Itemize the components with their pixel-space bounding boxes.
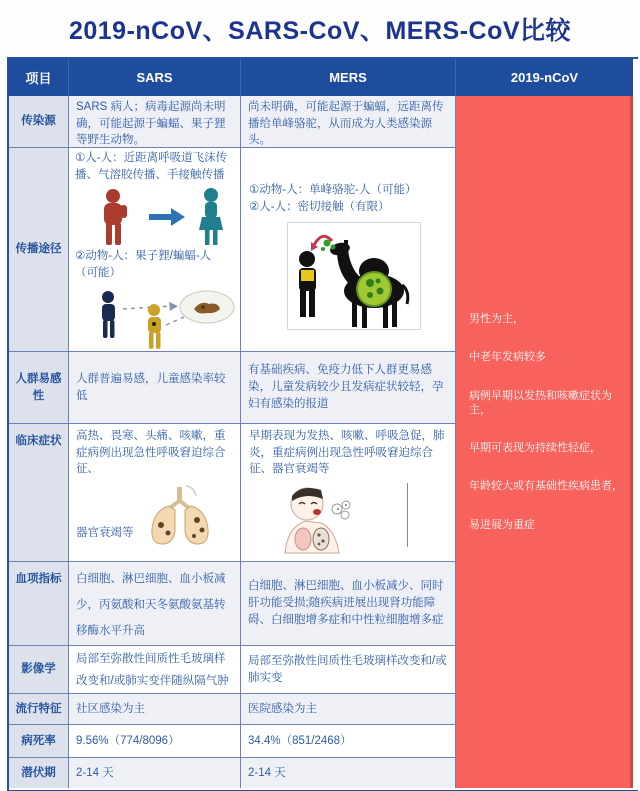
- ncov-summary-cell: [456, 96, 633, 788]
- camel-illustration-box: [287, 222, 421, 330]
- epidemic-sars-text: 社区感染为主: [76, 702, 145, 715]
- fatality-sars-cell: [69, 725, 241, 758]
- symptoms-sars-cell: [69, 424, 241, 562]
- row-label-source: 传染源: [9, 96, 69, 148]
- header-sars: SARS: [69, 59, 241, 96]
- row-label-fatality: 病死率: [9, 725, 69, 758]
- imaging-mers-text: 局部至弥散性间质性毛玻璃样改变和/或肺实变: [248, 654, 447, 684]
- ncov-line: 男性为主，: [469, 313, 524, 325]
- ncov-line: 年龄较大或有基础性疾病患者，: [469, 480, 623, 493]
- header-item: 项目: [9, 59, 69, 96]
- ncov-line: 中老年发病较多: [469, 351, 546, 364]
- row-label-symptoms: 临床症状: [9, 424, 69, 562]
- susceptibility-mers-cell: [241, 352, 456, 424]
- symptoms-mers-text: 早期表现为发热、咳嗽、呼吸急促，肺炎，重症病例出现急性呼吸窘迫综合征、器官衰竭等: [249, 430, 445, 476]
- incubation-sars-text: 2-14 天: [76, 766, 114, 779]
- imaging-sars-cell: [69, 646, 241, 694]
- blood-sars-text: 白细胞、淋巴细胞、血小板减少，丙氨酸和天冬氨酸氨基转移酶水平升高: [76, 573, 226, 637]
- source-mers-cell: [241, 96, 456, 148]
- imaging-mers-cell: [241, 646, 456, 694]
- blood-mers-text: 白细胞、淋巴细胞、血小板减少、同时肝功能受损;随疾病进展出现肾功能障碍、白细胞增多症和中性粒细胞增多症: [248, 580, 444, 626]
- transmission-mers-cell: [241, 148, 456, 352]
- epidemic-mers-cell: [241, 694, 456, 725]
- ncov-line: 病例早期以发热和咳嗽症状为主，: [469, 389, 612, 416]
- transmission-sars-cell: [69, 148, 241, 352]
- blood-mers-cell: [241, 562, 456, 646]
- page-title: 2019-nCoV、SARS-CoV、MERS-CoV比较: [68, 17, 572, 45]
- lungs-illustration: [138, 484, 222, 550]
- susceptibility-sars-cell: [69, 352, 241, 424]
- epidemic-sars-cell: [69, 694, 241, 725]
- blood-sars-cell: [69, 562, 241, 646]
- imaging-sars-text: 局部至弥散性间质性毛玻璃样改变和/或肺实变伴随纵隔气肿: [76, 653, 229, 687]
- comparison-table: [7, 57, 638, 791]
- susceptibility-mers-text: 有基础疾病、免疫力低下人群更易感染，儿童发病较少且发病症状较轻，孕妇有感染的报道: [248, 364, 444, 410]
- source-sars-cell: [69, 96, 241, 148]
- transmission-mers-text-2: ②人-人：密切接触（有限）: [249, 200, 390, 213]
- row-label-transmission: 传播途径: [9, 148, 69, 352]
- header-ncov: 2019-nCoV: [456, 59, 633, 96]
- divider-line: [407, 483, 408, 547]
- row-label-epidemic: 流行特征: [9, 694, 69, 725]
- source-mers-text: 尚未明确，可能起源于蝙蝠，远距离传播给单峰骆驼，从而成为人类感染源头。: [248, 101, 444, 147]
- source-sars-text: SARS 病人；病毒起源尚未明确，可能起源于蝙蝠、果子狸等野生动物。: [76, 101, 226, 147]
- row-label-susceptibility: 人群易感性: [9, 352, 69, 424]
- fatality-sars-text: 9.56%（774/8096）: [76, 734, 180, 747]
- incubation-mers-cell: [241, 758, 456, 788]
- symptoms-sars-text-1: 高热、畏寒、头痛、咳嗽，重症病例出现急性呼吸窘迫综合征、: [76, 430, 226, 476]
- ncov-line: 易进展为重症: [469, 518, 535, 531]
- epidemic-mers-text: 医院感染为主: [248, 702, 317, 715]
- transmission-mers-text-1: ①动物-人：单峰骆驼-人（可能）: [249, 184, 417, 196]
- row-label-blood: 血项指标: [9, 562, 69, 646]
- row-label-incubation: 潜伏期: [9, 758, 69, 788]
- camel-illustration: [288, 223, 420, 329]
- ncov-line: 早期可表现为持续性轻症，: [469, 442, 601, 455]
- person-to-person-illustration: [91, 188, 241, 246]
- susceptibility-sars-text: 人群普遍易感，儿童感染率较低: [76, 372, 226, 402]
- incubation-sars-cell: [69, 758, 241, 788]
- fatality-mers-cell: [241, 725, 456, 758]
- row-label-imaging: 影像学: [9, 646, 69, 694]
- transmission-sars-text-1: ①人-人：近距离呼吸道飞沫传播、气溶胶传播、手接触传播: [75, 152, 228, 181]
- header-mers: MERS: [241, 59, 456, 96]
- transmission-sars-text-2: ②动物-人：果子狸/蝙蝠-人（可能）: [75, 250, 212, 280]
- fatality-mers-text: 34.4%（851/2468）: [248, 734, 352, 747]
- symptoms-mers-cell: [241, 424, 456, 562]
- cough-person-illustration: [273, 483, 373, 555]
- incubation-mers-text: 2-14 天: [248, 766, 286, 779]
- animal-to-human-illustration: [91, 287, 241, 351]
- symptoms-sars-text-2: 器官衰竭等: [76, 527, 134, 540]
